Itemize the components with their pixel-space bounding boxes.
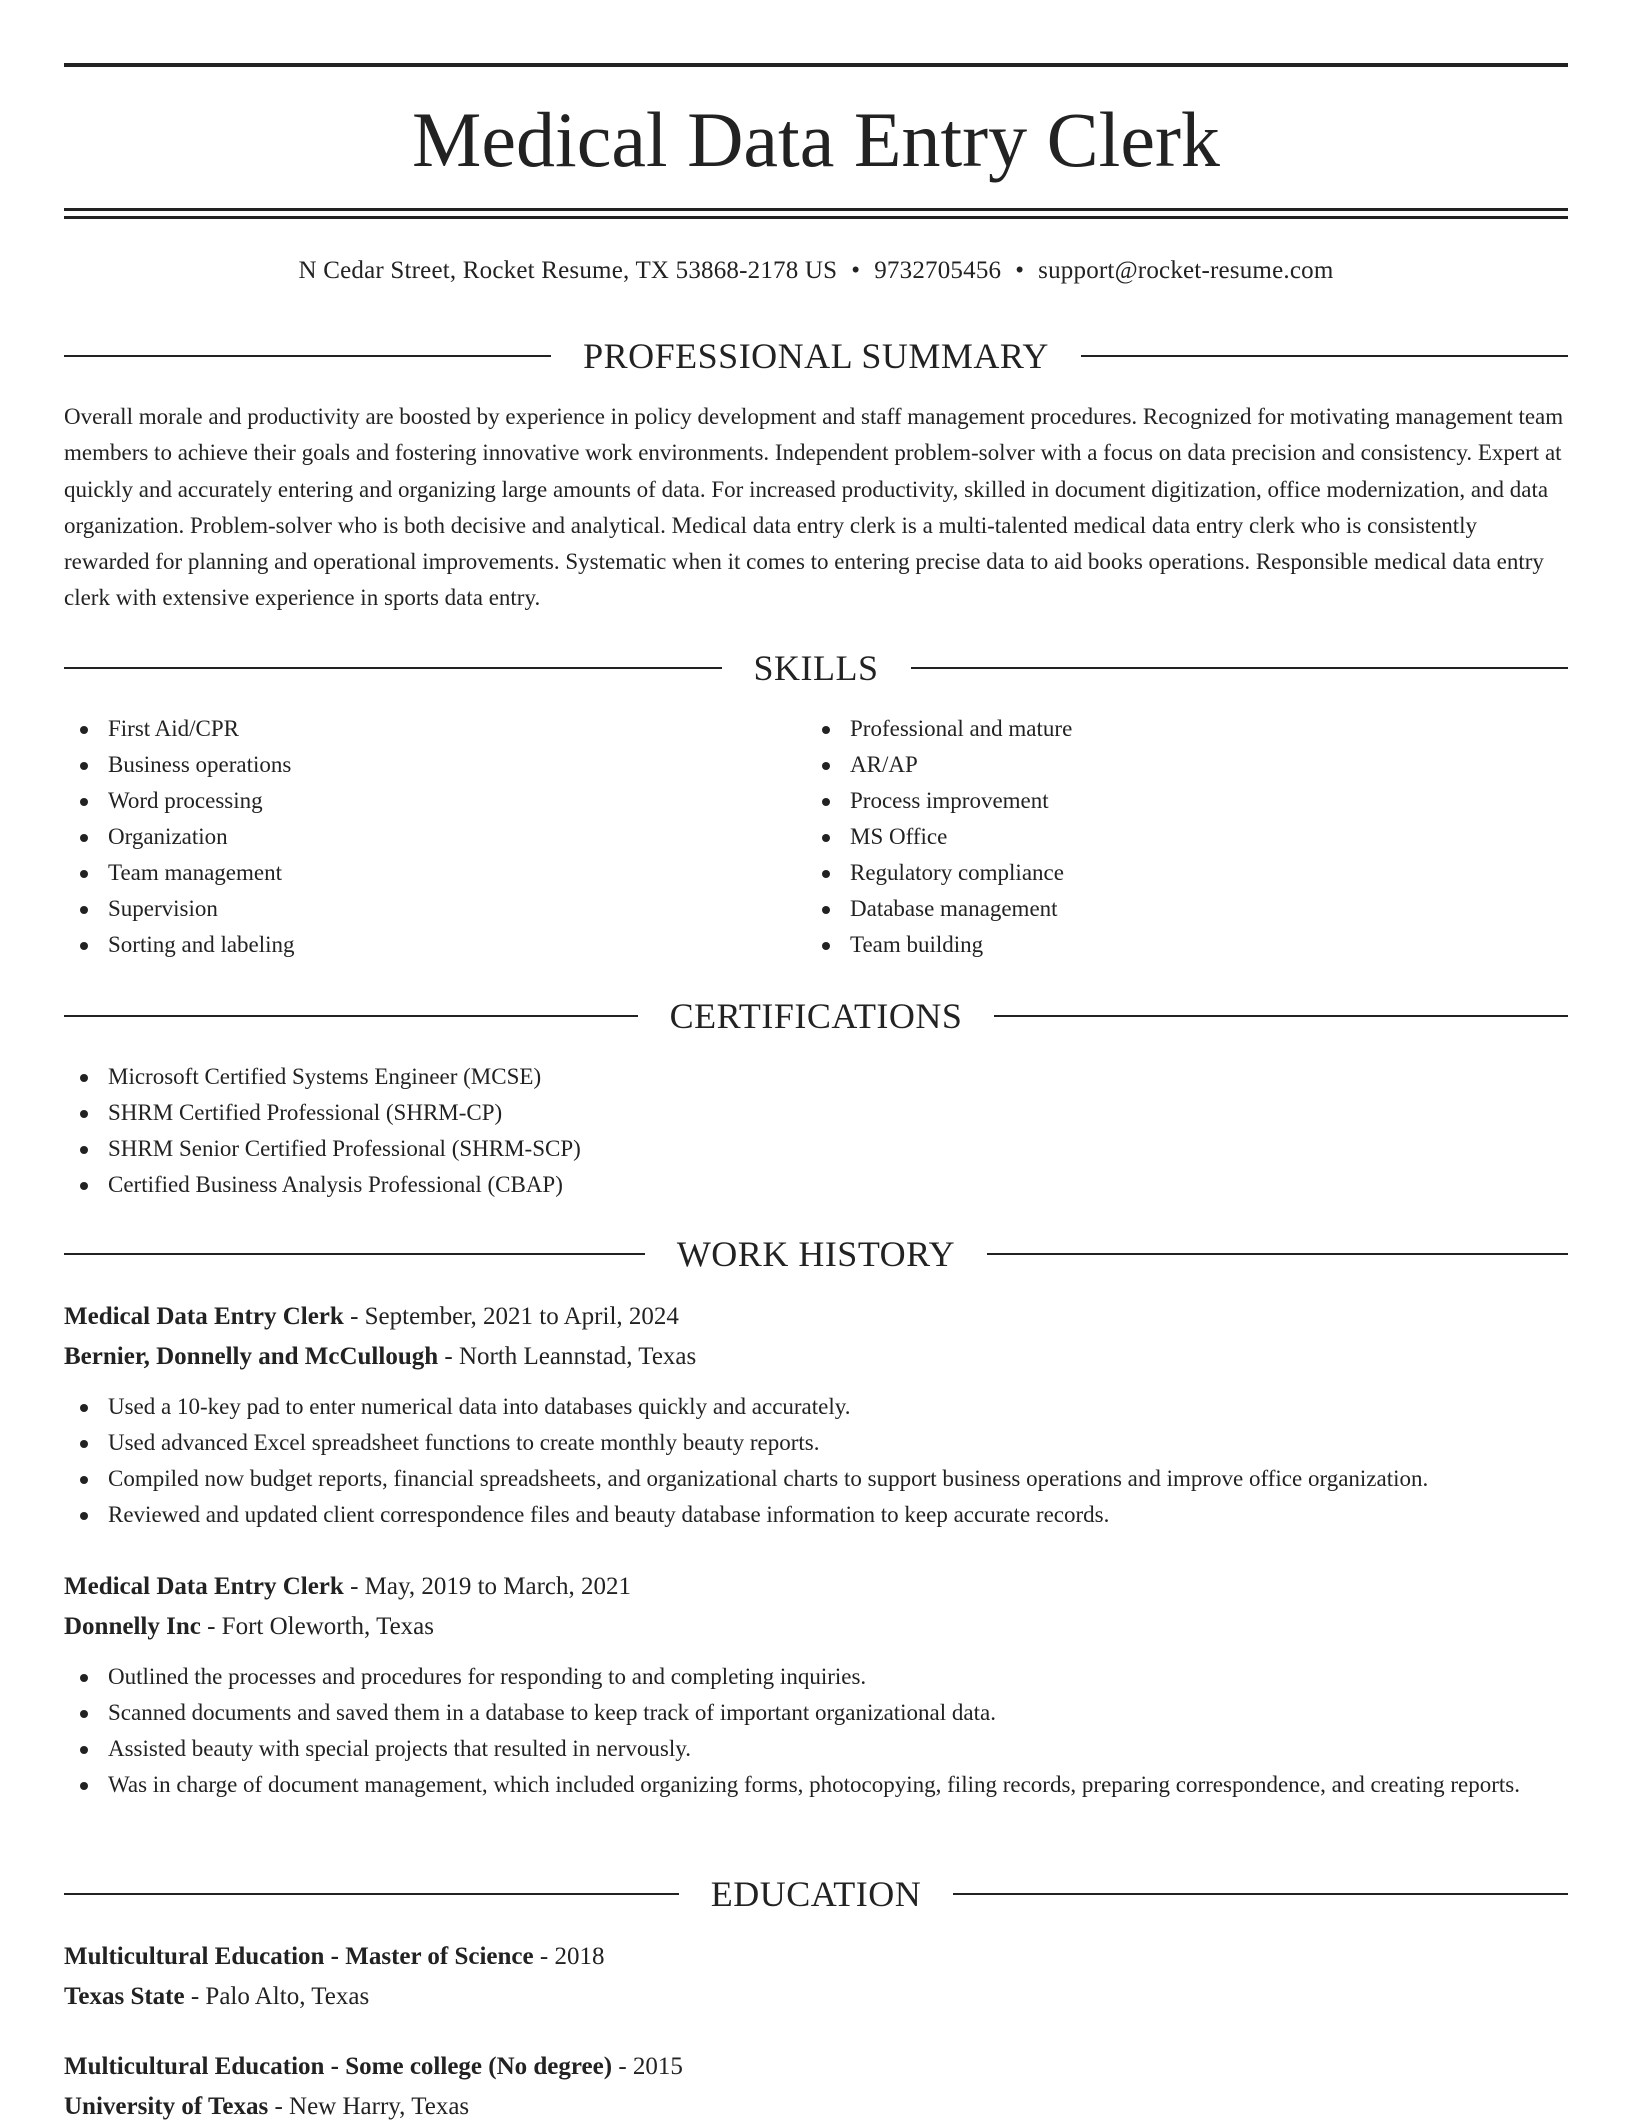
education-school-line <box>64 1977 1568 2017</box>
skill-item: MS Office <box>806 819 1546 855</box>
job-company-line <box>64 1607 1568 1647</box>
job-company-line <box>64 1337 1568 1377</box>
skills-list-right <box>806 711 1546 963</box>
skill-item: Word processing <box>64 783 804 819</box>
skill-item: Professional and mature <box>806 711 1546 747</box>
certification-item: SHRM Senior Certified Professional (SHRM-SCP) <box>64 1131 1568 1167</box>
contact-line <box>64 255 1568 287</box>
job-entry <box>64 1297 1568 1533</box>
section-title-work: WORK HISTORY <box>676 1234 956 1274</box>
certification-item: Certified Business Analysis Professional (CBAP) <box>64 1167 1568 1203</box>
top-rule <box>64 63 1568 67</box>
contact-address: N Cedar Street, Rocket Resume, TX 53868-2178 US <box>298 257 838 284</box>
section-header-work <box>64 1232 1568 1276</box>
job-duty: Scanned documents and saved them in a database to keep track of important organizational data. <box>64 1695 1568 1731</box>
job-dates: - September, 2021 to April, 2024 <box>343 1303 679 1330</box>
skill-item: Supervision <box>64 891 804 927</box>
contact-separator: • <box>1015 257 1025 284</box>
job-duty: Assisted beauty with special projects that resulted in nervously. <box>64 1731 1568 1767</box>
job-role: Medical Data Entry Clerk <box>64 1303 344 1330</box>
job-location: - Fort Oleworth, Texas <box>200 1613 435 1640</box>
skill-item: Business operations <box>64 747 804 783</box>
education-location: - Palo Alto, Texas <box>184 1983 370 2010</box>
section-rule <box>1081 355 1568 357</box>
education-school: Texas State <box>64 1983 185 2010</box>
contact-phone: 9732705456 <box>874 257 1002 284</box>
skill-item: Regulatory compliance <box>806 855 1546 891</box>
job-location: - North Leannstad, Texas <box>438 1343 697 1370</box>
skill-item: Sorting and labeling <box>64 927 804 963</box>
section-title-skills: SKILLS <box>753 648 879 688</box>
education-degree: Multicultural Education - Master of Science <box>64 1943 534 1970</box>
resume-title: Medical Data Entry Clerk <box>412 96 1220 183</box>
job-company: Donnelly Inc <box>64 1613 201 1640</box>
skill-item: Team management <box>64 855 804 891</box>
section-rule <box>64 667 722 669</box>
job-entry <box>64 1567 1568 1803</box>
skill-item: First Aid/CPR <box>64 711 804 747</box>
skill-item: Team building <box>806 927 1546 963</box>
job-duty: Used a 10-key pad to enter numerical data into databases quickly and accurately. <box>64 1389 1568 1425</box>
job-title-line <box>64 1297 1568 1337</box>
certifications-list <box>64 1059 1568 1203</box>
job-duty: Used advanced Excel spreadsheet functions to create monthly beauty reports. <box>64 1425 1568 1461</box>
section-rule <box>64 1253 645 1255</box>
certification-item: Microsoft Certified Systems Engineer (MCSE) <box>64 1059 1568 1095</box>
certification-item: SHRM Certified Professional (SHRM-CP) <box>64 1095 1568 1131</box>
summary-text: Overall morale and productivity are boosted by experience in policy development and staff management procedures. Recognized for motivating management team members to achieve their goals and fostering innovative work environments. Independent problem-solver with a focus on data precision and consistency. Expert at quickly and accurately entering and organizing large amounts of data. For increased productivity, skilled in document digitization, office modernization, and data organization. Problem-solver who is both decisive and analytical. Medical data entry clerk is a multi-talented medical data entry clerk who is consistently rewarded for planning and operational improvements. Systematic when it comes to entering precise data to aid books operations. Responsible medical data entry clerk with extensive experience in sports data entry. <box>64 404 1564 611</box>
skill-item: Organization <box>64 819 804 855</box>
education-school-line <box>64 2087 1568 2127</box>
section-header-certifications <box>64 994 1568 1038</box>
job-title-line <box>64 1567 1568 1607</box>
skills-list-left <box>64 711 804 963</box>
education-school: University of Texas <box>64 2093 269 2120</box>
section-rule <box>953 1893 1568 1895</box>
education-location: - New Harry, Texas <box>268 2093 470 2120</box>
education-entry <box>64 1937 1568 2017</box>
section-rule <box>64 1893 679 1895</box>
section-header-education <box>64 1872 1568 1916</box>
section-rule <box>64 355 551 357</box>
section-rule <box>911 667 1569 669</box>
job-duties <box>64 1389 1568 1533</box>
section-rule <box>994 1015 1568 1017</box>
section-rule <box>64 1015 638 1017</box>
job-dates: - May, 2019 to March, 2021 <box>343 1573 632 1600</box>
job-company: Bernier, Donnelly and McCullough <box>64 1343 439 1370</box>
job-duty: Was in charge of document management, which included organizing forms, photocopying, filing records, preparing correspondence, and creating reports. <box>64 1767 1568 1803</box>
section-header-skills <box>64 646 1568 690</box>
education-degree-line <box>64 2047 1568 2087</box>
section-title-summary: PROFESSIONAL SUMMARY <box>583 336 1049 376</box>
section-title-education: EDUCATION <box>710 1874 922 1914</box>
contact-separator: • <box>851 257 861 284</box>
skill-item: Process improvement <box>806 783 1546 819</box>
section-title-certifications: CERTIFICATIONS <box>669 996 963 1036</box>
title-rule-lower <box>64 216 1568 219</box>
education-year: - 2018 <box>533 1943 605 1970</box>
education-year: - 2015 <box>612 2053 683 2080</box>
education-entry <box>64 2047 1568 2127</box>
job-role: Medical Data Entry Clerk <box>64 1573 344 1600</box>
education-degree: Multicultural Education - Some college (No degree) <box>64 2053 613 2080</box>
job-duty: Outlined the processes and procedures for responding to and completing inquiries. <box>64 1659 1568 1695</box>
section-header-summary <box>64 334 1568 378</box>
education-degree-line <box>64 1937 1568 1977</box>
skill-item: Database management <box>806 891 1546 927</box>
job-duty: Compiled now budget reports, financial spreadsheets, and organizational charts to support business operations and improve office organization. <box>64 1461 1568 1497</box>
job-duties <box>64 1659 1568 1803</box>
title-rule-upper <box>64 208 1568 211</box>
section-rule <box>987 1253 1568 1255</box>
job-duty: Reviewed and updated client correspondence files and beauty database information to keep accurate records. <box>64 1497 1568 1533</box>
contact-email: support@rocket-resume.com <box>1038 257 1334 284</box>
skill-item: AR/AP <box>806 747 1546 783</box>
